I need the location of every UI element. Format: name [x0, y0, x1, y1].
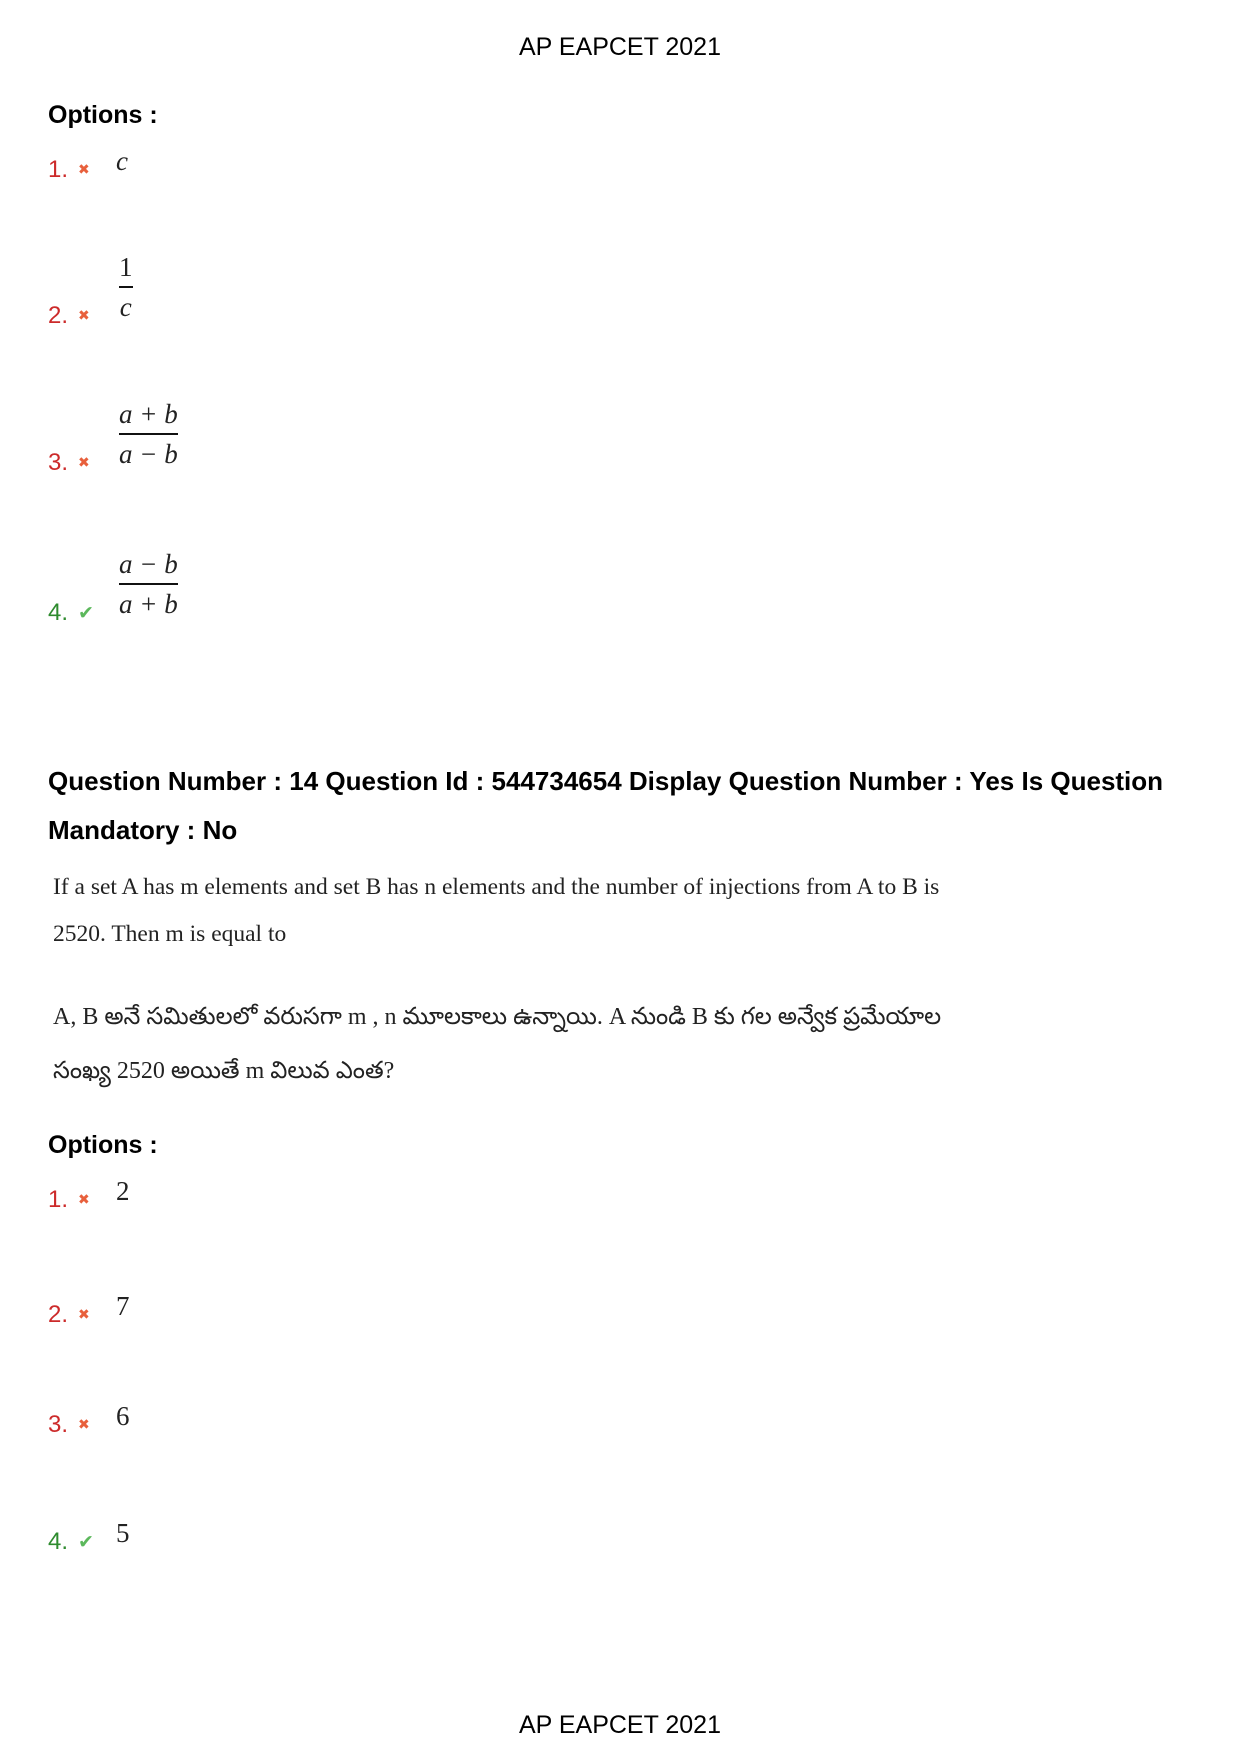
- fraction-numerator: a − b: [119, 549, 178, 579]
- q14-option-2: [48, 1291, 130, 1328]
- q14-options-label: Options :: [48, 1131, 158, 1159]
- cross-icon: [78, 1185, 116, 1215]
- page-footer: AP EAPCET 2021: [519, 1711, 721, 1739]
- q14-option-4: [48, 1518, 130, 1555]
- check-icon: [78, 1527, 116, 1557]
- fraction-bar: [119, 583, 178, 585]
- question-text-english: [53, 864, 1183, 958]
- question-heading: [48, 757, 1228, 855]
- q14-option-1: [48, 1176, 130, 1213]
- fraction-numerator: a + b: [119, 399, 178, 429]
- question-id-label: Question Id :: [325, 766, 485, 796]
- option-value: c: [116, 146, 128, 176]
- option-value: 2: [116, 1176, 130, 1206]
- question-text-line: 2520. Then m is equal to: [53, 921, 287, 947]
- q13-options-label: Options :: [48, 101, 158, 129]
- option-number: 1.: [48, 156, 69, 183]
- display-question-number-value: Yes: [969, 766, 1015, 796]
- cross-icon: [78, 301, 116, 331]
- option-value: 7: [116, 1291, 130, 1321]
- option-number: 2.: [48, 1301, 69, 1328]
- option-number: 2.: [48, 302, 69, 329]
- cross-icon: [78, 155, 116, 185]
- cross-icon: [78, 1410, 116, 1440]
- question-text-line: If a set A has m elements and set B has n elements and the number of injections from A to B is: [53, 874, 940, 900]
- option-number: 4.: [48, 1528, 69, 1555]
- option-number: 1.: [48, 1186, 69, 1213]
- question-text-line: సంఖ్య 2520 అయితే m విలువ ఎంత?: [53, 1058, 395, 1084]
- fraction-numerator: 1: [119, 252, 133, 282]
- question-number-label: Question Number :: [48, 766, 283, 796]
- fraction-denominator: a − b: [119, 439, 178, 469]
- question-id: 544734654: [491, 766, 622, 796]
- option-number: 4.: [48, 599, 69, 626]
- q13-option-1: [48, 146, 128, 183]
- mandatory-label: Is Question Mandatory :: [48, 766, 1164, 845]
- question-number: 14: [289, 766, 319, 796]
- option-fraction: [116, 399, 181, 469]
- display-question-number-label: Display Question Number :: [628, 766, 963, 796]
- q13-option-4: [48, 549, 181, 626]
- q13-option-2: [48, 252, 136, 329]
- option-number: 3.: [48, 1411, 69, 1438]
- cross-icon: [78, 448, 116, 478]
- question-text-line: A, B అనే సమితులలో వరుసగా m , n మూలకాలు ఉన్నాయి. A నుండి B కు గల అన్వేక ప్రమేయాల: [53, 1004, 942, 1030]
- option-value: 6: [116, 1401, 130, 1431]
- q13-option-3: [48, 399, 181, 476]
- page-header: AP EAPCET 2021: [519, 33, 721, 61]
- q14-option-3: [48, 1401, 130, 1438]
- fraction-denominator: a + b: [119, 589, 178, 619]
- fraction-bar: [119, 286, 133, 288]
- option-number: 3.: [48, 449, 69, 476]
- question-text-telugu: [53, 990, 1183, 1102]
- check-icon: [78, 598, 116, 628]
- option-fraction: [116, 549, 181, 619]
- cross-icon: [78, 1300, 116, 1330]
- fraction-bar: [119, 433, 178, 435]
- fraction-denominator: c: [119, 292, 132, 322]
- mandatory-value: No: [202, 815, 238, 845]
- option-fraction: [116, 252, 136, 322]
- option-value: 5: [116, 1518, 130, 1548]
